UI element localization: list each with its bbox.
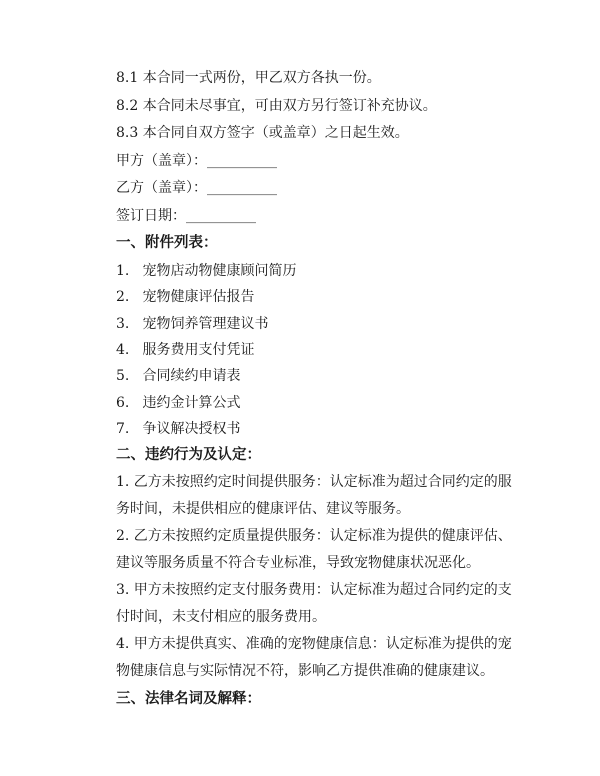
breach-item-4-line2: 物健康信息与实际情况不符，影响乙方提供准确的健康建议。 bbox=[116, 663, 494, 679]
clause-8-1 bbox=[116, 68, 381, 88]
item-number: 5. bbox=[116, 368, 130, 384]
attachment-item bbox=[116, 287, 254, 307]
attachment-item bbox=[116, 419, 240, 439]
item-number: 6. bbox=[116, 395, 130, 411]
attachment-item bbox=[116, 314, 268, 334]
attachment-item bbox=[116, 340, 254, 360]
clause-number: 8.1 bbox=[116, 70, 139, 86]
item-text: 宠物店动物健康顾问简历 bbox=[142, 263, 297, 279]
party-b-signature: 乙方（盖章）：__________ bbox=[116, 180, 277, 196]
clause-text: 本合同自双方签字（或盖章）之日起生效。 bbox=[142, 125, 409, 141]
clause-8-3 bbox=[116, 123, 409, 143]
item-text: 争议解决授权书 bbox=[142, 421, 241, 437]
item-number: 3. bbox=[116, 316, 130, 332]
item-text: 违约金计算公式 bbox=[142, 395, 241, 411]
clause-number: 8.3 bbox=[116, 125, 139, 141]
item-number: 4. bbox=[116, 342, 130, 358]
item-number: 1. bbox=[116, 263, 130, 279]
item-number: 2. bbox=[116, 289, 130, 305]
clause-text: 本合同未尽事宜，可由双方另行签订补充协议。 bbox=[142, 98, 437, 114]
section-breach-title: 二、违约行为及认定： bbox=[116, 446, 261, 463]
clause-number: 8.2 bbox=[116, 98, 139, 114]
section-legal-terms-title: 三、法律名词及解释： bbox=[116, 690, 261, 707]
attachment-item bbox=[116, 366, 240, 386]
clause-8-2 bbox=[116, 96, 437, 116]
clause-text: 本合同一式两份，甲乙双方各执一份。 bbox=[142, 70, 381, 86]
breach-item-3-line2: 付时间，未支付相应的服务费用。 bbox=[116, 609, 326, 625]
breach-item-4-line1: 4. 甲方未提供真实、准确的宠物健康信息：认定标准为提供的宠 bbox=[116, 636, 512, 652]
breach-item-2-line2: 建议等服务质量不符合专业标准，导致宠物健康状况恶化。 bbox=[116, 555, 480, 571]
item-text: 宠物健康评估报告 bbox=[142, 289, 255, 305]
signing-date: 签订日期：__________ bbox=[116, 208, 256, 224]
item-text: 服务费用支付凭证 bbox=[142, 342, 255, 358]
breach-item-1-line2: 务时间，未提供相应的健康评估、建议等服务。 bbox=[116, 501, 410, 517]
item-text: 合同续约申请表 bbox=[142, 368, 241, 384]
attachment-item bbox=[116, 393, 240, 413]
breach-item-3-line1: 3. 甲方未按照约定支付服务费用：认定标准为超过合同约定的支 bbox=[116, 582, 512, 598]
breach-item-2-line1: 2. 乙方未按照约定质量提供服务：认定标准为提供的健康评估、 bbox=[116, 528, 512, 544]
attachment-item bbox=[116, 261, 296, 281]
party-a-signature: 甲方（盖章）：__________ bbox=[116, 153, 277, 169]
item-number: 7. bbox=[116, 421, 130, 437]
item-text: 宠物饲养管理建议书 bbox=[142, 316, 269, 332]
section-attachments-title: 一、附件列表： bbox=[116, 234, 218, 251]
breach-item-1-line1: 1. 乙方未按照约定时间提供服务：认定标准为超过合同约定的服 bbox=[116, 474, 512, 490]
